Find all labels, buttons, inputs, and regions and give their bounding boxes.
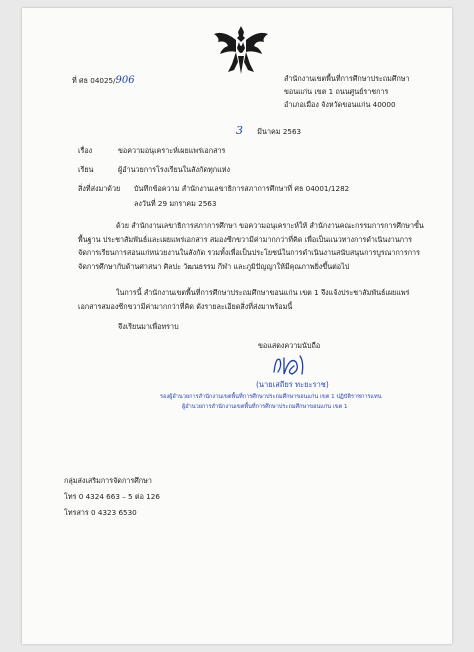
footer-department: กลุ่มส่งเสริมการจัดการศึกษา	[64, 476, 152, 485]
document-number	[72, 75, 135, 88]
agency-address	[284, 74, 410, 109]
subject-text: ขอความอนุเคราะห์เผยแพร่เอกสาร	[118, 146, 226, 155]
recipient-label: เรียน	[78, 165, 94, 174]
closing-phrase: ขอแสดงความนับถือ	[258, 341, 321, 350]
agency-line: สำนักงานเขตพื้นที่การศึกษาประถมศึกษา	[284, 74, 410, 83]
recipient-text: ผู้อำนวยการโรงเรียนในสังกัดทุกแห่ง	[118, 165, 230, 174]
date-month-year: มีนาคม 2563	[257, 127, 302, 136]
document-number-prefix: ที่ ศธ 04025/	[72, 76, 116, 85]
signer-title-2: ผู้อำนวยการสำนักงานเขตพื้นที่การศึกษาประถมศึกษาขอนแก่น เขต 1	[182, 404, 348, 410]
date-day-handwritten: 3	[236, 124, 243, 137]
garuda-emblem-icon	[212, 24, 270, 76]
signer-name: (นายเสถียร ทะยะราช)	[256, 380, 329, 389]
body-paragraph-2: ในการนี้ สำนักงานเขตพื้นที่การศึกษาประถมศึกษาขอนแก่น เขต 1 จึงแจ้งประชาสัมพันธ์เผยแพร่เอกสารสมองซีกขวามีค่ามากกว่าที่คิด ดังรายละเอียดสิ่งที่ส่งมาพร้อมนี้	[78, 288, 410, 311]
document-number-handwritten: 906	[115, 75, 135, 86]
attachment-line-1: บันทึกข้อความ สำนักงานเลขาธิการสภาการศึกษาที่ ศธ 04001/1282	[134, 184, 350, 193]
signature	[270, 352, 310, 378]
footer-telephone: โทร 0 4324 663 – 5 ต่อ 126	[64, 492, 160, 501]
agency-line: ขอนแก่น เขต 1 ถนนศูนย์ราชการ	[284, 87, 389, 96]
letter-date	[236, 124, 301, 138]
closing-request: จึงเรียนมาเพื่อทราบ	[118, 322, 179, 331]
agency-line: อำเภอเมือง จังหวัดขอนแก่น 40000	[284, 100, 396, 109]
subject-label: เรื่อง	[78, 146, 93, 155]
body-paragraph-1: ด้วย สำนักงานเลขาธิการสภาการศึกษา ขอความอนุเคราะห์ให้ สำนักงานคณะกรรมการการศึกษาขั้นพื้นฐาน ประชาสัมพันธ์และเผยแพร่เอกสาร สมองซีกขวามีค่ามากกว่าที่คิด เพื่อเป็นแนวทางการดำเนินงานการจัดการเรียนการสอนแก่หน่วยงานในสังกัด รวมทั้งเพื่อเป็นประโยชน์ในการดำเนินงานสนับสนุนการบูรณาการการจัดการศึกษากับด้านศาสนา ศิลปะ วัฒนธรรม กีฬา และภูมิปัญญาให้มีคุณภาพยิ่งขึ้นต่อไป	[78, 221, 424, 271]
attachment-line-2: ลงวันที่ 29 มกราคม 2563	[134, 199, 217, 208]
signer-title-1: รองผู้อำนวยการสำนักงานเขตพื้นที่การศึกษาประถมศึกษาขอนแก่น เขต 1 ปฏิบัติราชการแทน	[160, 394, 382, 400]
footer-fax: โทรสาร 0 4323 6530	[64, 508, 137, 517]
attachment-label: สิ่งที่ส่งมาด้วย	[78, 184, 121, 193]
letter-page	[22, 8, 452, 644]
